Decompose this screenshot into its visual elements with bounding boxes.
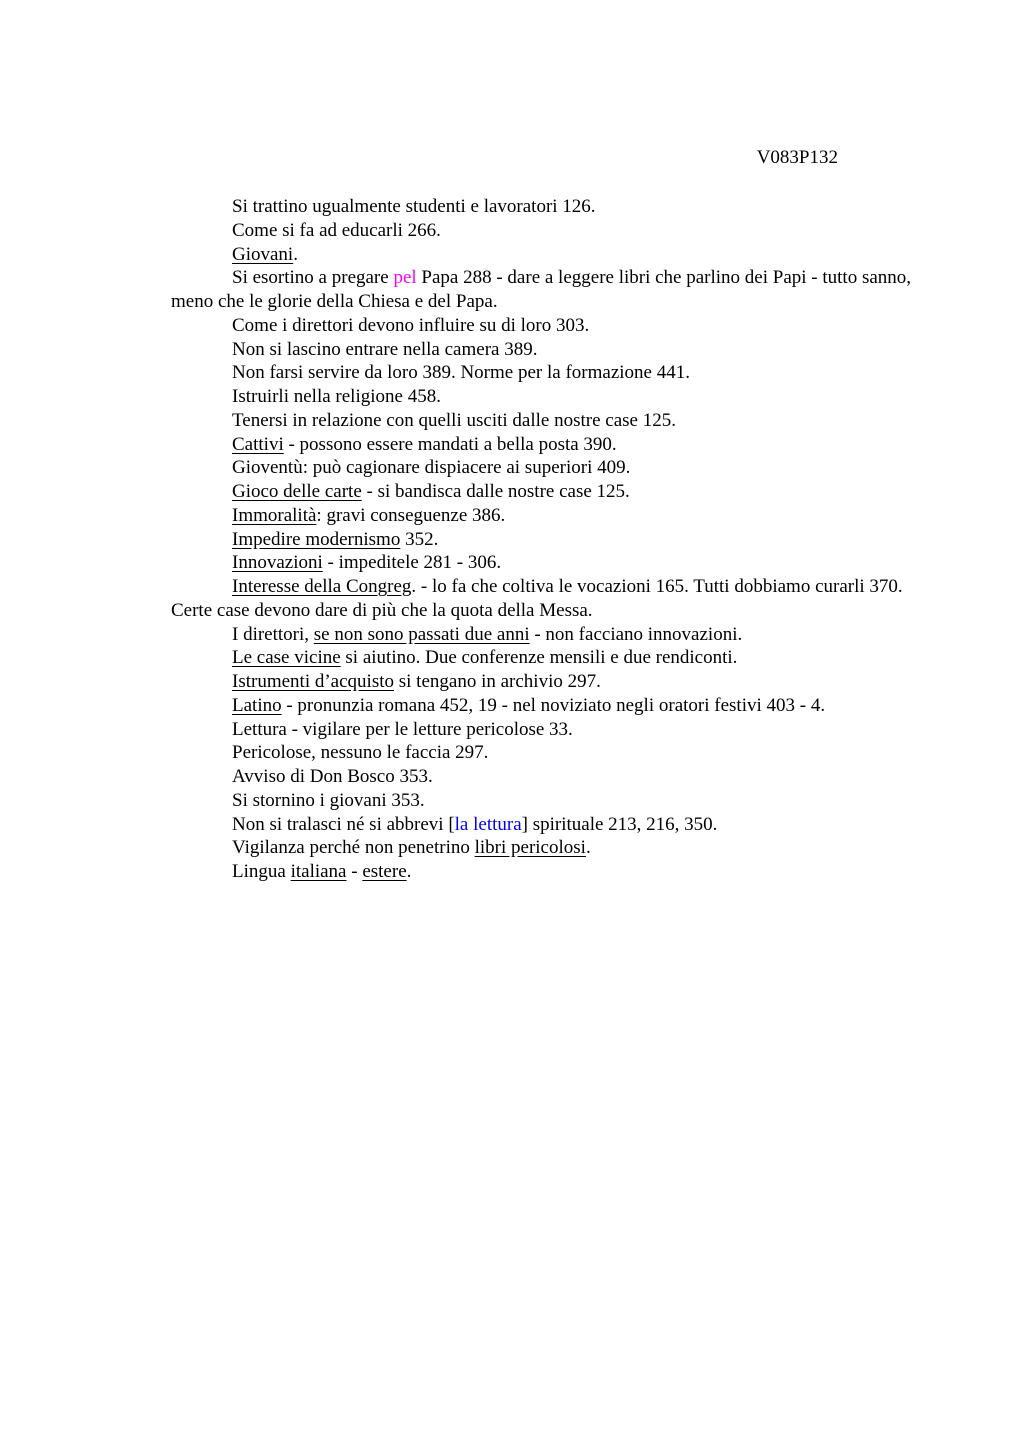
text: Istruirli nella religione 458. bbox=[232, 386, 441, 407]
text: si aiutino. Due conferenze mensili e due rendiconti. bbox=[340, 647, 738, 669]
entry-line bbox=[171, 338, 931, 362]
text: Non si tralasci né si abbrevi [ bbox=[232, 813, 455, 835]
entry-line bbox=[171, 694, 931, 718]
underlined-phrase: se non sono passati due anni bbox=[313, 623, 530, 645]
text: Papa 288 - dare a leggere libri che parlino dei Papi - tutto sanno, meno che le glorie della Chiesa e del Papa. bbox=[171, 267, 912, 312]
text: - non facciano innovazioni. bbox=[529, 623, 743, 645]
heading-latino: Latino bbox=[232, 694, 282, 716]
entry-line bbox=[171, 813, 931, 837]
entry-line bbox=[171, 409, 931, 433]
entry-line bbox=[171, 836, 931, 860]
text: 352. bbox=[400, 528, 439, 550]
text: Si esortino a pregare bbox=[232, 267, 394, 289]
text: Lettura - vigilare per le letture pericolose 33. bbox=[232, 718, 573, 740]
entry-line bbox=[171, 718, 931, 742]
entry-line bbox=[171, 741, 931, 765]
entry-line bbox=[171, 219, 931, 243]
entry-line bbox=[171, 765, 931, 789]
text: . bbox=[293, 243, 298, 265]
entry-line bbox=[171, 646, 931, 670]
text: Si stornino i giovani 353. bbox=[232, 789, 425, 811]
text: Tenersi in relazione con quelli usciti dalle nostre case 125. bbox=[232, 409, 676, 431]
entry-line bbox=[171, 504, 931, 528]
entry-line bbox=[171, 243, 931, 267]
text: . - lo fa che coltiva le vocazioni 165. Tutti dobbiamo curarli 370. Certe case devono dare di più che la quota della Messa. bbox=[171, 576, 903, 621]
text: Pericolose, nessuno le faccia 297. bbox=[232, 742, 489, 764]
heading-giovani: Giovani bbox=[232, 243, 294, 265]
entry-line bbox=[171, 480, 931, 504]
entry-line bbox=[171, 528, 931, 552]
text: . bbox=[585, 837, 591, 859]
entry-line bbox=[171, 860, 931, 884]
text: - impeditele 281 - 306. bbox=[322, 552, 502, 574]
heading-immoralita: Immoralità bbox=[232, 504, 317, 526]
heading-gioco-delle-carte: Gioco delle carte bbox=[232, 481, 362, 502]
heading-innovazioni: Innovazioni bbox=[232, 552, 323, 574]
entry-line bbox=[171, 266, 931, 314]
heading-istrumenti-dacquisto: Istrumenti d’acquisto bbox=[232, 671, 394, 692]
highlight-pel: pel bbox=[393, 267, 417, 289]
text: si tengano in archivio 297. bbox=[394, 671, 601, 692]
text: Avviso di Don Bosco 353. bbox=[232, 766, 433, 787]
text: Vigilanza perché non penetrino bbox=[232, 837, 475, 859]
heading-cattivi: Cattivi bbox=[232, 433, 284, 455]
page-identifier: V083P132 bbox=[756, 147, 838, 168]
text: - pronunzia romana 452, 19 - nel noviziato negli oratori festivi 403 - 4. bbox=[281, 694, 826, 716]
entry-line bbox=[171, 361, 931, 385]
text: . bbox=[406, 861, 412, 882]
text: : gravi conseguenze 386. bbox=[316, 504, 506, 526]
text: Gioventù: può cagionare dispiacere ai superiori 409. bbox=[232, 457, 631, 479]
underlined-phrase: libri pericolosi bbox=[474, 837, 586, 859]
text: - possono essere mandati a bella posta 390. bbox=[283, 433, 617, 455]
entry-line bbox=[171, 551, 931, 575]
entry-line bbox=[171, 670, 931, 694]
text: Non farsi servire da loro 389. Norme per la formazione 441. bbox=[232, 362, 690, 384]
text: Lingua bbox=[232, 861, 291, 882]
text: I direttori, bbox=[232, 623, 314, 645]
document-body bbox=[171, 195, 931, 884]
highlight-la-lettura: la lettura bbox=[454, 813, 522, 835]
underlined-estere: estere bbox=[362, 861, 407, 882]
text: ] spirituale 213, 216, 350. bbox=[521, 813, 718, 835]
text: - si bandisca dalle nostre case 125. bbox=[361, 481, 630, 502]
entry-line bbox=[171, 456, 931, 480]
entry-line bbox=[171, 314, 931, 338]
entry-line bbox=[171, 433, 931, 457]
heading-le-case-vicine: Le case vicine bbox=[232, 647, 341, 669]
underlined-italiana: italiana bbox=[290, 861, 347, 882]
entry-line bbox=[171, 385, 931, 409]
text: - bbox=[346, 861, 363, 882]
text: Come i direttori devono influire su di loro 303. bbox=[232, 314, 590, 336]
text: Come si fa ad educarli 266. bbox=[232, 219, 441, 241]
heading-interesse-della-congreg: Interesse della Congreg bbox=[232, 576, 412, 597]
text: Si trattino ugualmente studenti e lavoratori 126. bbox=[232, 196, 596, 217]
entry-line bbox=[171, 575, 931, 623]
entry-line bbox=[171, 195, 931, 219]
entry-line bbox=[171, 789, 931, 813]
heading-impedire-modernismo: Impedire modernismo bbox=[232, 528, 401, 550]
text: Non si lascino entrare nella camera 389. bbox=[232, 338, 538, 360]
entry-line bbox=[171, 623, 931, 647]
